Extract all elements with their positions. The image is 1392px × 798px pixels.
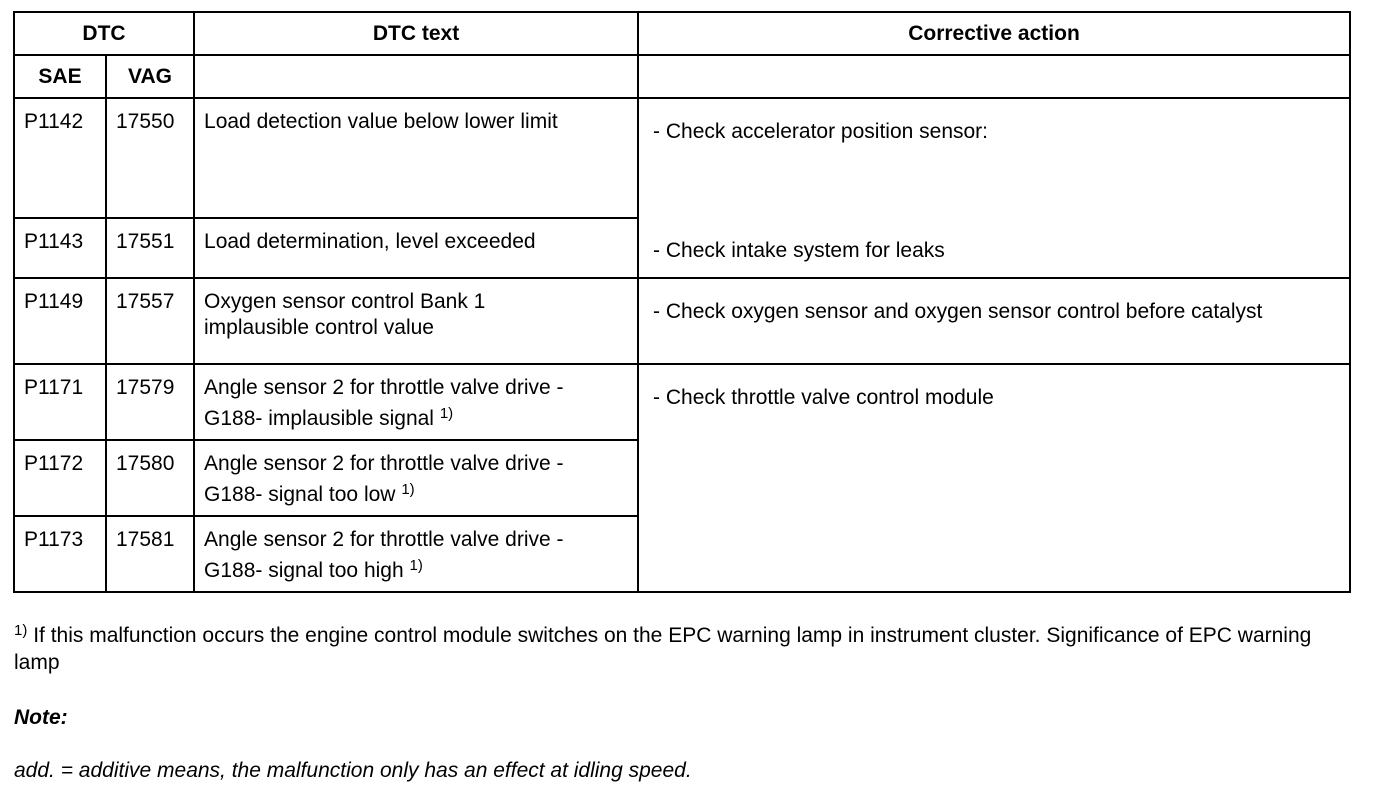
corrective-action-accelerator (638, 98, 1350, 278)
sae-code: P1172 (14, 440, 106, 516)
dtc-text (194, 440, 638, 516)
header-sae: SAE (14, 55, 106, 98)
footnote-marker: 1) (409, 557, 423, 574)
header-row (14, 12, 1350, 55)
vag-code: 17580 (106, 440, 194, 516)
header-dtc-text: DTC text (194, 12, 638, 55)
dtc-text-line: Angle sensor 2 for throttle valve drive - (204, 376, 564, 399)
table-row (14, 278, 1350, 364)
action-intake: - Check intake system for leaks (653, 239, 945, 262)
dtc-text: Load determination, level exceeded (194, 218, 638, 278)
table-row (14, 364, 1350, 440)
sae-code: P1171 (14, 364, 106, 440)
header-dtc: DTC (14, 12, 194, 55)
table-row (14, 98, 1350, 218)
dtc-table (13, 11, 1351, 593)
dtc-text-line: implausible control value (204, 316, 434, 339)
vag-code: 17550 (106, 98, 194, 218)
footnote-marker: 1) (14, 622, 28, 639)
footnote (14, 622, 1354, 676)
header-blank-action (638, 55, 1350, 98)
footnote-marker: 1) (439, 405, 454, 422)
dtc-text: Load detection value below lower limit (194, 98, 638, 218)
dtc-text-line: Oxygen sensor control Bank 1 (204, 290, 486, 313)
sae-code: P1143 (14, 218, 106, 278)
dtc-text-line: G188- implausible signal (204, 407, 434, 430)
vag-code: 17551 (106, 218, 194, 278)
dtc-text (194, 278, 638, 364)
header-vag: VAG (106, 55, 194, 98)
sae-code: P1149 (14, 278, 106, 364)
dtc-text-line: G188- signal too high (204, 559, 404, 582)
corrective-action-throttle (638, 364, 1350, 592)
footnote-marker: 1) (401, 481, 415, 498)
sae-code: P1173 (14, 516, 106, 592)
vag-code: 17579 (106, 364, 194, 440)
action-accelerator: - Check accelerator position sensor: (653, 120, 989, 143)
action-throttle: - Check throttle valve control module (653, 386, 994, 409)
vag-code: 17557 (106, 278, 194, 364)
corrective-action-oxygen: - Check oxygen sensor and oxygen sensor control before catalyst (638, 278, 1350, 364)
footnote-text: If this malfunction occurs the engine control module switches on the EPC warning lamp in instrument cluster. Significance of EPC warning lamp (14, 624, 1312, 674)
header-blank-text (194, 55, 638, 98)
dtc-text (194, 364, 638, 440)
dtc-text (194, 516, 638, 592)
header-corrective-action: Corrective action (638, 12, 1350, 55)
dtc-text-line: Angle sensor 2 for throttle valve drive - (204, 528, 564, 551)
note-heading: Note: (14, 706, 68, 729)
vag-code: 17581 (106, 516, 194, 592)
subheader-row (14, 55, 1350, 98)
note-text: add. = additive means, the malfunction only has an effect at idling speed. (14, 759, 692, 782)
sae-code: P1142 (14, 98, 106, 218)
dtc-text-line: Angle sensor 2 for throttle valve drive - (204, 452, 564, 475)
dtc-text-line: G188- signal too low (204, 483, 396, 506)
